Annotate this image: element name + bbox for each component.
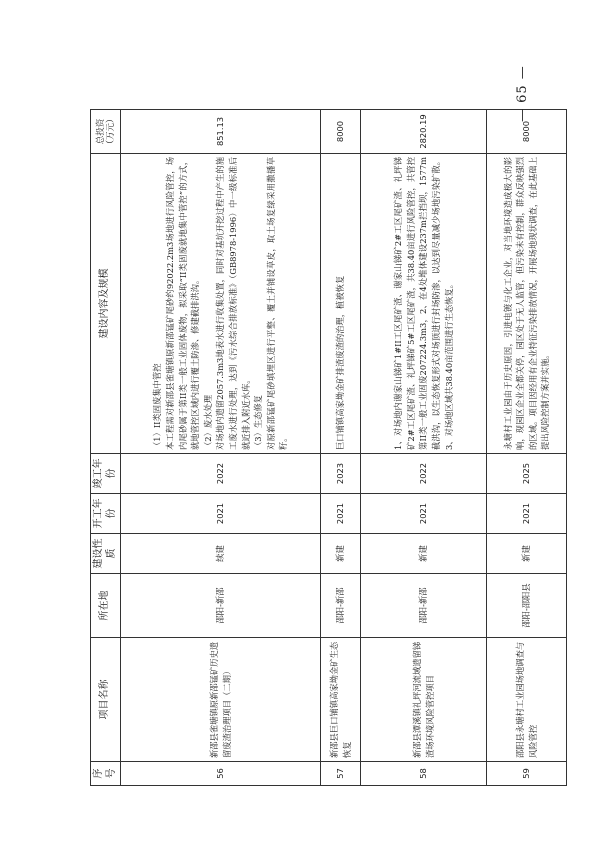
table-row	[361, 110, 487, 786]
row-end: 2025	[487, 454, 567, 494]
row-no: 56	[121, 762, 321, 786]
row-content	[361, 154, 487, 454]
row-no: 57	[321, 762, 361, 786]
row-name: 新邵县潭溪镇礼坪河流域遗留锑渣场环境风险管控项目	[361, 638, 487, 762]
row-location: 邵阳-邵阳县	[487, 574, 567, 638]
project-table	[90, 109, 567, 786]
header-name: 项目名称	[91, 638, 121, 762]
row-location: 邵阳-新邵	[361, 574, 487, 638]
row-nature: 续建	[121, 534, 321, 574]
header-no: 序号	[91, 762, 121, 786]
table-row	[121, 110, 321, 786]
row-no: 58	[361, 762, 487, 786]
row-end: 2022	[361, 454, 487, 494]
table-header-row	[91, 110, 121, 786]
header-content: 建设内容及规模	[91, 154, 121, 454]
content-line: （1）II类固废集中管控	[152, 363, 163, 450]
row-invest: 2820.19	[361, 110, 487, 154]
content-line: 巨口铺镇高家坳金矿排渣废渣的治理，植被恢复	[335, 275, 346, 450]
row-nature: 新建	[321, 534, 361, 574]
row-start: 2021	[361, 494, 487, 534]
page-number: — 65 —	[515, 65, 530, 122]
header-end: 竣工年份	[91, 454, 121, 494]
row-start: 2021	[121, 494, 321, 534]
content-line: 永塘村工业园由于历史原因，引进电镀与化工企业，对当地环境造成极大的影响，现园区企业全都关停，园区处于无人监管，但污染未有控制，群众反映强烈的区域。项目因经用有企业特征污染排放情况，开展场地现状调查，在此基础上提出风险控制方案并实施。	[502, 157, 551, 450]
header-nature: 建设性质	[91, 534, 121, 574]
row-content	[487, 154, 567, 454]
row-nature: 新建	[487, 534, 567, 574]
row-location: 邵阳-新邵	[121, 574, 321, 638]
row-invest: 8000	[321, 110, 361, 154]
row-start: 2021	[321, 494, 361, 534]
header-start: 开工年份	[91, 494, 121, 534]
content-line: 对原新邵锰矿尾砂填埋区进行平整、覆土并铺设草皮，取土场复绿采用撒播草籽。	[265, 157, 289, 450]
content-line: 1、对场地内谢家山锑矿1#II工区尾矿渣、谢家山锑矿2#工区尾矿渣、礼坪锑矿2#工区尾矿渣、礼坪锑矿5#工区尾矿渣，共38.40亩进行风险管控，共管控第II类一般工业固废207224.3m3，2、在4处堆体建设237m拦挡坝，1577m截洪沟，以生态恢复形式对场顶进行封场防渗，以达到尽量减少场地污染扩散。3、对场地区域共38.40亩范围进行生态恢复。	[393, 157, 454, 450]
table-row	[487, 110, 567, 786]
header-invest: 总投资（万元）	[91, 110, 121, 154]
row-location: 邵阳-新邵	[321, 574, 361, 638]
row-content	[121, 154, 321, 454]
row-name: 邵阳县永塘村工业园场地调查与风险管控	[487, 638, 567, 762]
row-start: 2021	[487, 494, 567, 534]
content-line: 本工程需对新邵县雀塘镇原新邵锰矿尾砂约92022.2m3场地进行风险管控，场内尾砂属于第II类一般工业固体废物，拟采取“II类固废就地集中管控”的方式，就地管控区域内进行覆土防渗、修建截排洪沟。	[165, 157, 201, 450]
row-content	[321, 154, 361, 454]
content-line: （2）废水处理	[202, 394, 213, 450]
content-line: （3）生态修复	[253, 394, 264, 450]
row-invest: 851.13	[121, 110, 321, 154]
row-name: 新邵县巨口铺镇高家坳金矿生态恢复	[321, 638, 361, 762]
row-end: 2022	[121, 454, 321, 494]
header-location: 所在地	[91, 574, 121, 638]
table-row	[321, 110, 361, 786]
row-name: 新邵县雀塘镇原新邵锰矿历史遗留废渣治理项目（二期）	[121, 638, 321, 762]
row-end: 2023	[321, 454, 361, 494]
row-nature: 新建	[361, 534, 487, 574]
row-no: 59	[487, 762, 567, 786]
row-invest: 8000	[487, 110, 567, 154]
content-line: 对场地内遗留2057.3m3地表水进行收集处置，同时对基坑开挖过程中产生的施工废水进行处理，达到《污水综合排放标准》（GB8978-1996）中一级标准后就近排入附近水库。	[215, 157, 251, 450]
